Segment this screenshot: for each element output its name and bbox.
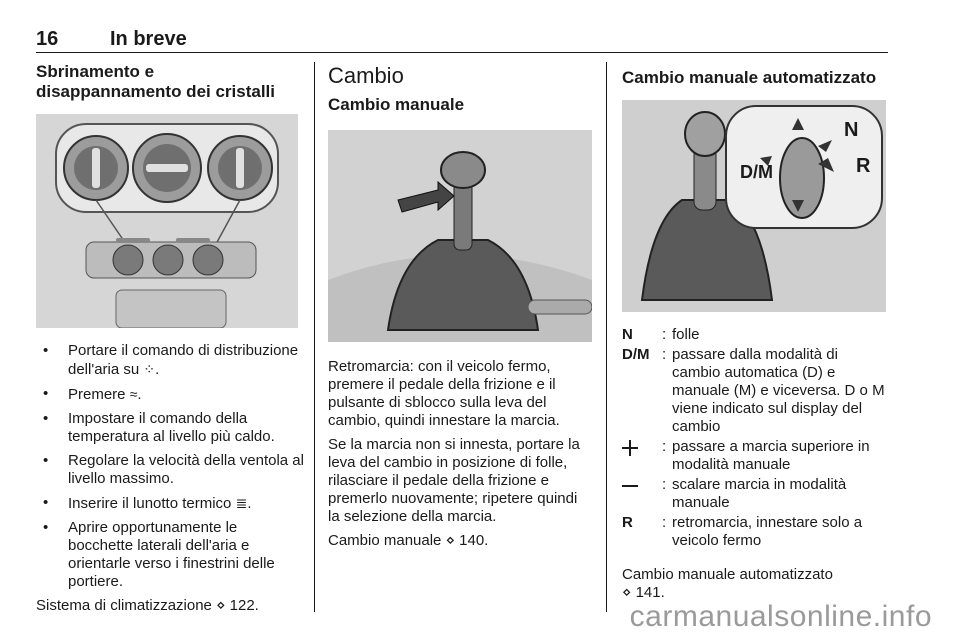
cross-reference[interactable]: Cambio manuale automatizzato ⋄ 141. (622, 566, 833, 601)
list-item: • Impostare il comando della temperatura al livello più caldo. (43, 410, 275, 445)
cross-reference[interactable]: Sistema di climatizzazione ⋄ 122. (36, 597, 259, 614)
section-heading: Sbrinamento e disappannamento dei cristalli (36, 62, 276, 101)
manual-gear-lever-illustration (328, 130, 592, 342)
column-defrost (36, 62, 304, 621)
minus-icon (622, 478, 638, 494)
definition-list (622, 326, 888, 550)
list-item: • Premere ≈. (43, 385, 142, 403)
definition-key: R (622, 514, 633, 531)
header-rule (36, 52, 888, 53)
windscreen-airflow-icon: ⁘ (143, 361, 156, 377)
list-item: • Portare il comando di distribuzione dell'aria su ⁘. (43, 342, 299, 378)
instruction-list (36, 342, 304, 591)
paragraph: Retromarcia: con il veicolo fermo, premere il pedale della frizione e il pulsante di sblocco sulla leva del cambio, quindi innestare la marcia. (328, 358, 560, 429)
definition-row: R : retromarcia, innestare solo a veicolo fermo (622, 514, 888, 550)
definition-row: : scalare marcia in modalità manuale (622, 476, 888, 512)
section-heading: Cambio manuale automatizzato (622, 68, 877, 87)
definition-row: D/M : passare dalla modalità di cambio automatica (D) e manuale (M) e viceversa. D o M viene indicato sul display del cambio (622, 346, 888, 436)
definition-row: : passare a marcia superiore in modalità manuale (622, 438, 888, 474)
watermark: carmanualsonline.info (629, 600, 932, 633)
list-item: • Regolare la velocità della ventola al livello massimo. (43, 452, 304, 487)
defrost-icon: ≈ (129, 386, 138, 402)
chapter-title: Cambio (328, 63, 404, 88)
list-item: • Aprire opportunamente le bocchette laterali dell'aria e orientarle verso i finestrini delle portiere. (43, 519, 275, 590)
plus-icon (622, 440, 638, 456)
column-divider (314, 62, 315, 612)
paragraph: Se la marcia non si innesta, portare la leva del cambio in posizione di folle, rilasciare il pedale della frizione e premerlo nuovamente; ripetere quindi la selezione della marcia. (328, 436, 580, 525)
definition-key: D/M (622, 346, 650, 363)
column-automated-gearbox (622, 62, 888, 608)
definition-value: passare dalla modalità di cambio automatica (D) e manuale (M) e viceversa. D o M viene indicato sul display del cambio (672, 346, 885, 435)
definition-value: folle (672, 326, 700, 343)
page-ref-icon: ⋄ (445, 532, 455, 549)
page-title: In breve (110, 28, 187, 50)
definition-row: N : folle (622, 326, 888, 344)
climate-controls-illustration (36, 114, 298, 328)
rear-window-heater-icon: ≣ (235, 495, 248, 511)
page-ref-icon: ⋄ (622, 584, 632, 601)
definition-value: retromarcia, innestare solo a veicolo fermo (672, 514, 863, 549)
column-manual-gearbox (328, 62, 592, 556)
section-heading: Cambio manuale (328, 95, 465, 114)
definition-value: passare a marcia superiore in modalità manuale (672, 438, 870, 473)
list-item: • Inserire il lunotto termico ≣. (43, 494, 252, 512)
inset-label-n: N (844, 119, 859, 141)
column-divider (606, 62, 607, 612)
inset-label-r: R (856, 155, 871, 177)
inset-label-dm: D/M (740, 162, 773, 182)
automated-gearbox-illustration (622, 100, 886, 312)
page-header (36, 28, 888, 52)
page-number: 16 (36, 28, 59, 50)
cross-reference[interactable]: Cambio manuale ⋄ 140. (328, 532, 489, 549)
definition-key: N (622, 326, 633, 343)
page-ref-icon: ⋄ (216, 597, 226, 614)
definition-value: scalare marcia in modalità manuale (672, 476, 847, 511)
